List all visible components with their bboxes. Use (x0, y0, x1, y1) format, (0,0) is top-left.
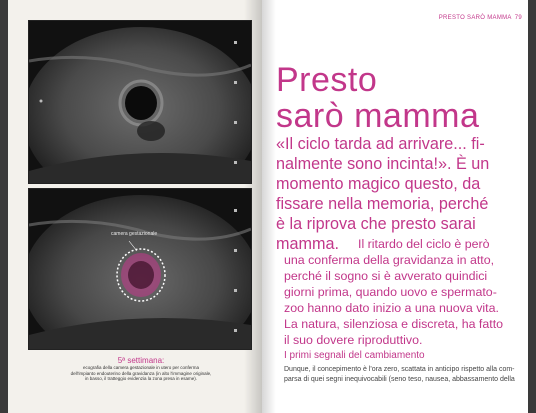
section-text-line: Dunque, il concepimento è l'ora zero, scattata in anticipo rispetto alla com- (284, 366, 515, 373)
body-line: perché il sogno si è avverato quindici (284, 269, 488, 283)
running-head (439, 15, 522, 21)
chapter-title-line: Presto (276, 61, 378, 99)
section-text (284, 365, 524, 384)
ultrasound-image-original (28, 20, 252, 184)
lead-line: fissare nella memoria, perché (276, 195, 489, 213)
section-text-line: parsa di quei segni inequivocabili (seno teso, nausea, abbassamento della (284, 375, 515, 383)
page-number: 79 (514, 15, 522, 21)
ultrasound-image-annotated (28, 188, 252, 350)
body-line: giorni prima, quando uovo e spermato- (284, 285, 497, 299)
chapter-title (276, 62, 516, 134)
scan-annotation-label: camera gestazionale (111, 231, 158, 237)
lead-line: momento magico questo, da (276, 175, 481, 193)
lead-line: mamma. (276, 235, 339, 253)
body-line: una conferma della gravidanza in atto, (284, 253, 495, 267)
body-paragraph (284, 236, 520, 348)
caption-line: dell'impianto endouterino della gravidanza (in alto l'immagine originale, (70, 370, 212, 376)
running-head-title: PRESTO SARÒ MAMMA (438, 15, 512, 21)
caption-title: 5ª settimana: (117, 356, 165, 365)
figure-caption (30, 356, 252, 382)
chapter-title-line: sarò mamma (276, 97, 480, 135)
lead-line: è la riprova che presto sarai (276, 215, 476, 233)
caption-line: ecografia della camera gestazionale in utero per conferma (82, 365, 200, 370)
body-line: il suo dovere riproduttivo. (284, 333, 423, 347)
section-subheading: I primi segnali del cambiamento (284, 350, 425, 361)
body-line: Il ritardo del ciclo è però (358, 237, 490, 251)
lead-line: nalmente sono incinta!». È un (276, 155, 490, 173)
body-line: La natura, silenziosa e discreta, ha fatto (284, 317, 504, 331)
lead-line: «Il ciclo tarda ad arrivare... fi- (276, 135, 485, 153)
caption-line: in basso, il tratteggio evidenzia la zona presa in esame). (84, 376, 198, 381)
body-line: zoo hanno dato inizio a una nuova vita. (284, 301, 499, 315)
